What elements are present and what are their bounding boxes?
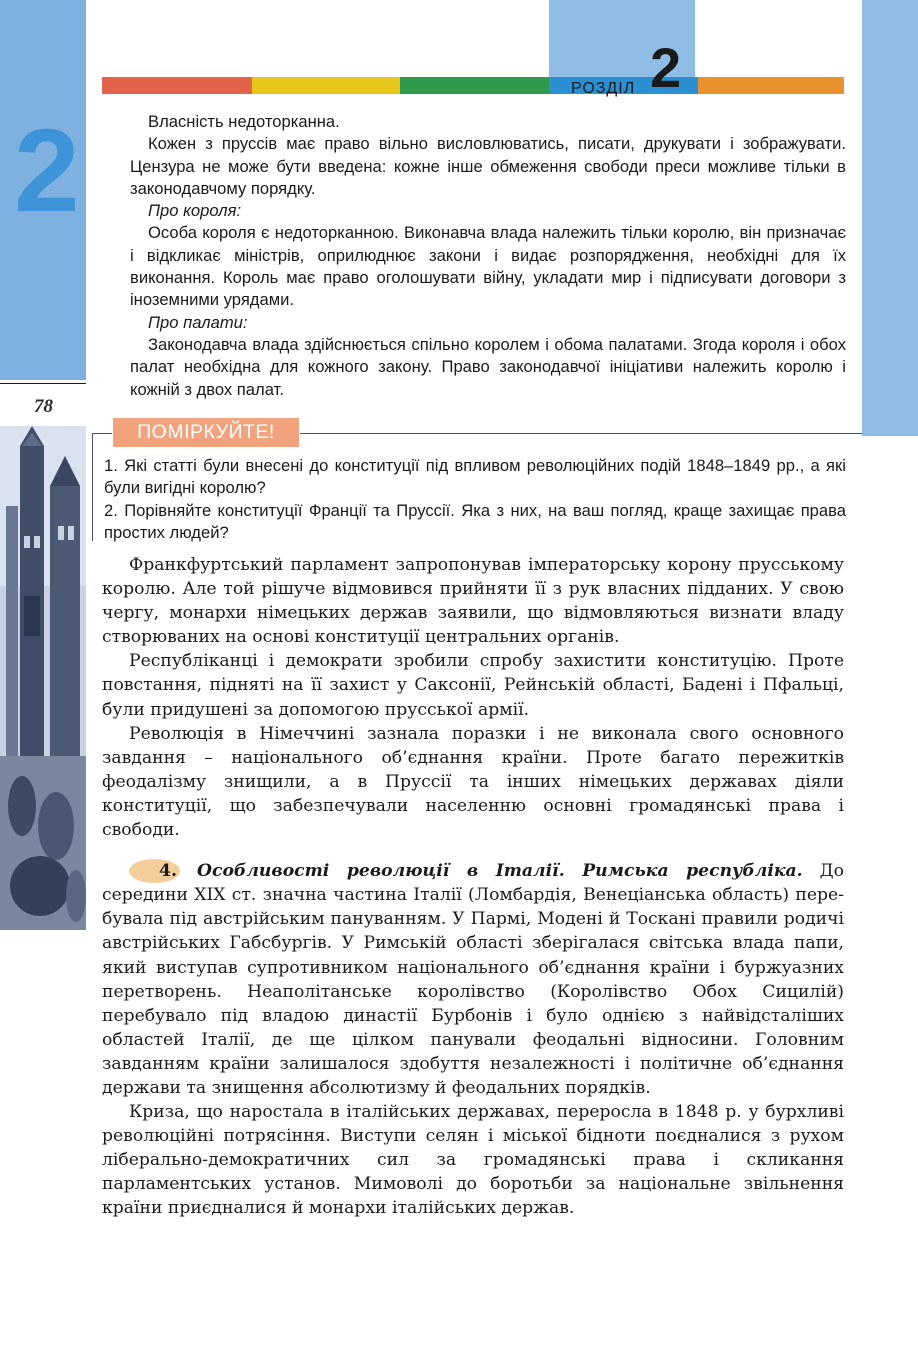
section-heading: Особливості революції в Італії. Римська республіка. bbox=[197, 861, 803, 882]
section-label: РОЗДІЛ bbox=[571, 80, 636, 97]
color-bar-segment-red bbox=[102, 77, 252, 94]
think-box-rule bbox=[300, 433, 862, 434]
color-bar-segment-orange bbox=[698, 77, 844, 94]
think-box-questions bbox=[104, 455, 846, 544]
chapter-margin-number: 2 bbox=[14, 105, 80, 237]
side-engraving-illustration bbox=[0, 426, 86, 930]
think-box-title: ПОМІРКУЙТЕ! bbox=[113, 418, 299, 447]
constitution-paragraph: Власність недоторканна. bbox=[148, 112, 340, 131]
section-paragraph-text: До середини XIX ст. значна частина Італії (Ломбардія, Венеціанська область) перебувала під австрійським пануванням. У Пармі, Модені й Тоскані правили родичі австрійських Габсбургів. У Римській області зберігалася світська влада папи, який виступав супротивником національного об’єднання країни і буржуазних перетворень. Неаполітанське королівство (Королівство Обох Сицилій) перебувало під владою династії Бурбонів і було однією з найвідсталіших областей Італії, де ще цілком панували феодальні відносини. Головним завданням країни залишалося здобуття незалежності і політичне об’єднання держави та знищення абсолютизму й феодальних порядків. bbox=[102, 861, 844, 1098]
think-box-left-rule bbox=[92, 433, 93, 541]
page-number: 78 bbox=[34, 396, 53, 417]
color-bar-segment-green bbox=[400, 77, 549, 94]
main-text bbox=[102, 553, 844, 1221]
think-box-tick bbox=[92, 433, 112, 434]
body-paragraph: Революція в Німеччині зазнала поразки і не виконала свого основного завдання – національного об’єднання країни. Проте багато пережитків феодалізму знищили, а в Пруссії та інших німецьких державах діяли конституції, що забезпечували населенню основні громадянські права і свободи. bbox=[102, 723, 844, 841]
constitution-paragraph: Особа короля є недоторканною. Виконавча влада належить тільки королю, він призначає і відкликає міністрів, оприлюднює закони і видає розпорядження, необхідні для їх виконання. Король має право оголошувати війну, укладати мир і підписувати договори з іноземними урядами. bbox=[130, 223, 846, 310]
color-bar-segment-yellow bbox=[252, 77, 400, 94]
think-question: 1. Які статті були внесені до конституції під впливом революційних подій 1848–1849 рр., а які були вигідні королю? bbox=[104, 456, 846, 498]
body-paragraph: Криза, що наростала в італійських державах, переросла в 1848 р. у бурхливі революційні потрясіння. Виступи селян і міської бідноти поєдналися з рухом ліберально-демократичних сил за громадянські права і скликання парламентських установ. Мимоволі до боротьби за національне звільнення країни приєдналися й монархи італійських держав. bbox=[102, 1102, 844, 1219]
constitution-subheading: Про короля: bbox=[148, 201, 242, 221]
right-margin-band bbox=[862, 0, 918, 436]
constitution-paragraph: Кожен з пруссів має право вільно висловлюватись, писати, друкувати і зображувати. Цензура не може бути введена: кожне інше обмеження свободи преси можливе тільки в законодавчому порядку. bbox=[130, 134, 846, 198]
body-paragraph: Франкфуртський парламент запропонував імператорську корону прусському королю. Але той рішуче відмовився прийняти її з рук власних підданих. У свою чергу, монархи німецьких держав заявили, що відмовляються визнати владу створюваних на основі конституції центральних органів. bbox=[102, 555, 844, 648]
section-paragraph bbox=[102, 859, 844, 1100]
section-number-badge: 4. bbox=[129, 859, 180, 883]
constitution-excerpt bbox=[130, 111, 846, 401]
header-color-bar bbox=[102, 77, 844, 94]
think-question: 2. Порівняйте конституції Франції та Пруссії. Яка з них, на ваш погляд, краще захищає права простих людей? bbox=[104, 500, 846, 542]
page-number-rule bbox=[0, 383, 86, 384]
constitution-paragraph: Законодавча влада здійснюється спільно королем і обома палатами. Згода короля і обох палат необхідна для кожного закону. Право законодавчої ініціативи належить королю і кожній з двох палат. bbox=[130, 334, 846, 399]
constitution-subheading: Про палати: bbox=[148, 312, 248, 332]
section-number: 2 bbox=[650, 36, 682, 99]
body-paragraph: Республіканці і демократи зробили спробу захистити конституцію. Проте повстання, підняті на її захист у Саксонії, Рейнській області, Бадені і Пфальці, були придушені за допомогою прусської армії. bbox=[102, 651, 844, 720]
